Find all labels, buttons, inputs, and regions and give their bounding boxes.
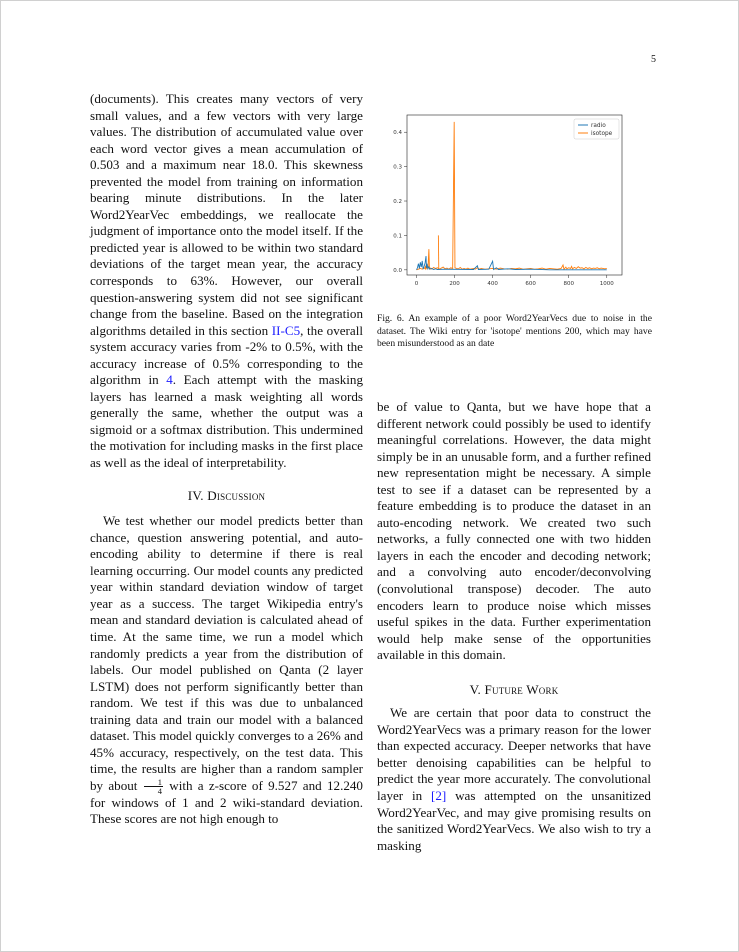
paragraph-text: was attempted on the unsanitized Word2YearVec, and may give promising results on the sanitized Word2YearVecs. We also wish to try a masking (377, 788, 651, 853)
page-number: 5 (651, 54, 656, 65)
x-tick-label: 200 (449, 281, 460, 287)
y-tick-label: 0.2 (393, 199, 402, 206)
paragraph-text: . Each attempt with the masking layers has learned a mask weighting all words generally the same, whether the output was a sigmoid or a softmax distribution. This undermined the motivation for including masks in the first place as well as the ideal of interpretability. (90, 372, 363, 471)
paragraph-results (90, 91, 363, 472)
paragraph-future-work (377, 705, 651, 854)
paragraph-text: , the overall system accuracy varies from -2% to 0.5%, with the accuracy increase of 0.5% corresponding to the algorithm in (90, 322, 364, 388)
fraction-one-quarter (144, 778, 163, 795)
fraction-denominator: 4 (157, 785, 162, 796)
paragraph-text: (documents). This creates many vectors of very small values, and a few vectors with very large values. The distribution of accumulated value over each word vector gives a mean accumulation of 0.503 and a maximum near 18.0. This skewness prevented the model from training on information bearing minute distributions. In the later Word2YearVec embeddings, we reallocate the judgment of importance onto the model itself. If the predicted year is allowed to be within two standard deviations of the target mean year, the accuracy corresponds to 63%. However, our overall question-answering system did not see significant change from the baseline. Based on the integration algorithms detailed in this section (90, 91, 363, 338)
section-number: V. (469, 681, 482, 697)
section-title: Discussion (207, 487, 266, 503)
figure-6-chart (377, 110, 652, 300)
y-tick-label: 0.0 (393, 267, 402, 274)
legend-label-radio: radio (591, 123, 606, 129)
y-tick-label: 0.3 (393, 164, 402, 171)
left-column (90, 91, 363, 828)
y-tick-label: 0.1 (393, 233, 402, 240)
paragraph-discussion (90, 513, 363, 828)
paragraph-text: We test whether our model predicts better than chance, question answering potential, and auto-encoding ability to determine if there is real learning occurring. Our model counts any predicted year within standard deviation window of target year as a success. The target Wikipedia entry's mean and standard deviation is calculated ahead of time. At the same time, we run a model which randomly predicts a year from the distribution of labels. Our model published on Qanta (2 layer LSTM) does not perform significantly better than random. We test if this was due to unbalanced training data and train our model with a balanced dataset. This model quickly converges to a 26% and 45% accuracy, respectively, on the test data. This time, the results are higher than a random sampler by about (90, 513, 363, 793)
x-tick-label: 600 (525, 281, 536, 287)
right-column (377, 399, 651, 854)
x-tick-label: 1000 (599, 281, 614, 287)
x-tick-label: 800 (563, 281, 574, 287)
x-tick-label: 400 (487, 281, 498, 287)
section-heading-discussion (90, 488, 363, 505)
y-tick-label: 0.4 (393, 130, 402, 137)
paragraph-continuation: be of value to Qanta, but we have hope that a different network could possibly be used to identify meaningful correlations. However, the data might simply be in an unusable form, and a further refined new representation might be necessary. A simple test to see if a dataset can be represented by a feature embedding is to produce the dataset in an auto-encoding network. We created two such networks, a fully connected one with two hidden layers in each the encoder and decoding network; and a convolving auto encoder/deconvolving (convolutional transpose) decoder. The auto encoders learn to produce noise which misses useful spikes in the data. Further experimentation would help make sense of the opportunities available in this domain. (377, 399, 651, 663)
section-number: IV. (187, 487, 204, 503)
chart-svg (377, 110, 652, 300)
section-title: Future Work (484, 681, 559, 697)
section-heading-future-work (377, 682, 651, 699)
series-line-isotope (417, 122, 607, 270)
series-line-radio (417, 256, 607, 270)
legend-label-isotope: isotope (591, 131, 613, 137)
section-reference-link[interactable]: II-C5 (271, 322, 301, 338)
fraction-numerator: 1 (144, 778, 163, 787)
paragraph-text: We are certain that poor data to construct the Word2YearVecs was a primary reason for the lower than expected accuracy. Deeper networks that have better denoising capabilities can be helpful to predict the year more accurately. The convolutional layer in (377, 705, 651, 804)
paragraph-text: with a z-score of 9.527 and 12.240 for windows of 1 and 2 wiki-standard deviation. These scores are not high enough to (90, 777, 363, 827)
figure-caption: Fig. 6. An example of a poor Word2YearVecs due to noise in the dataset. The Wiki entry for 'isotope' mentions 200, which may have been misunderstood as an date (377, 313, 652, 350)
algorithm-reference-link[interactable]: 4 (166, 372, 173, 388)
x-tick-label: 0 (414, 281, 419, 287)
citation-link[interactable]: [2] (430, 788, 447, 804)
